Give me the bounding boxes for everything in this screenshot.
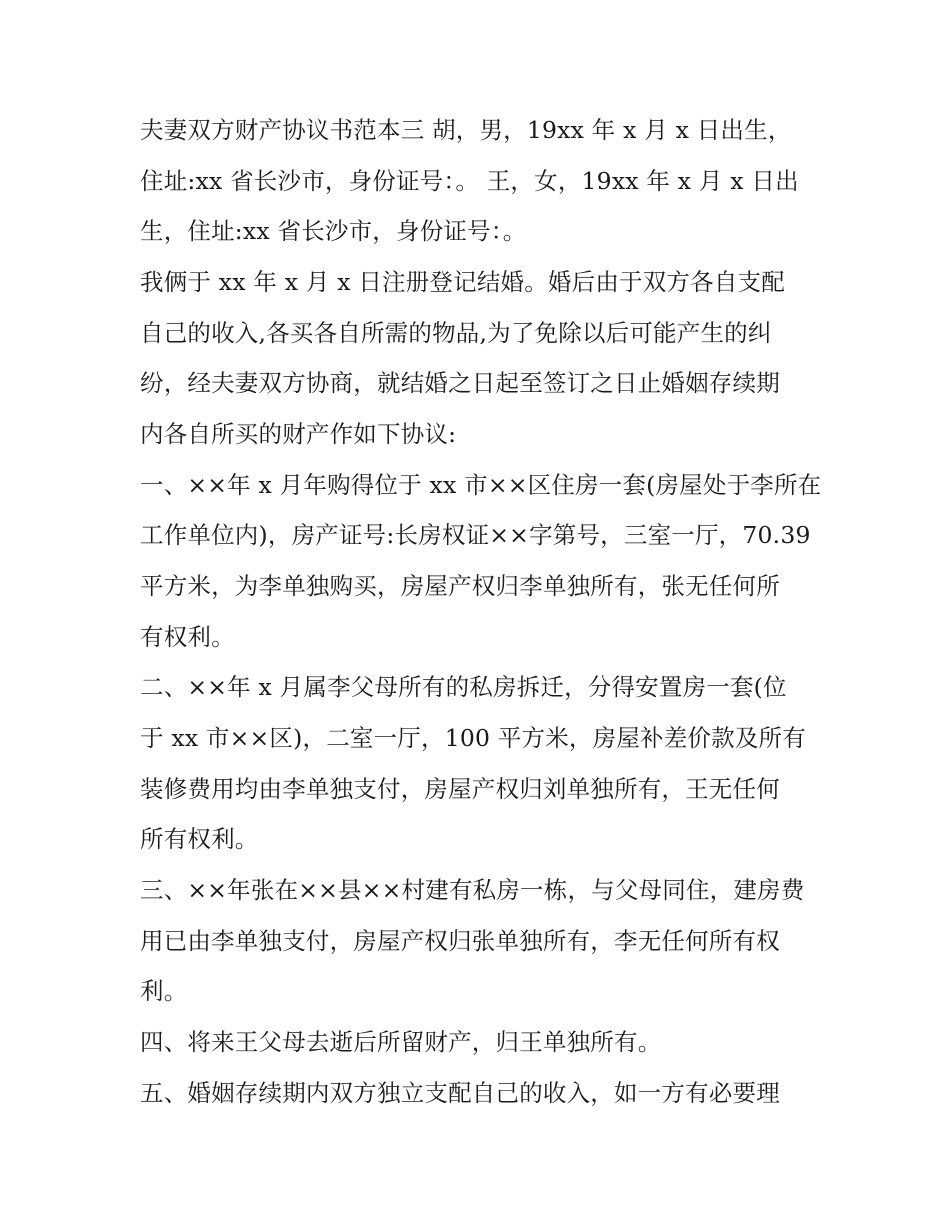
text-line-9: 工作单位内)，房产证号:长房权证××字第号，三室一厅，70.39 bbox=[140, 521, 811, 549]
text-line-3: 生，住址:xx 省长沙市，身份证号：。 bbox=[140, 217, 527, 245]
text-line-6: 纷，经夫妻双方协商，就结婚之日起至签订之日止婚姻存续期 bbox=[140, 369, 780, 397]
text-line-17: 用已由李单独支付，房屋产权归张单独所有，李无任何所有权 bbox=[140, 927, 780, 955]
text-line-13: 于 xx 市××区)，二室一厅，100 平方米，房屋补差价款及所有 bbox=[140, 724, 806, 752]
text-line-19: 四、将来王父母去逝后所留财产，归王单独所有。 bbox=[140, 1028, 662, 1056]
text-line-16: 三、××年张在××县××村建有私房一栋，与父母同住，建房费 bbox=[140, 876, 805, 904]
text-line-7: 内各自所买的财产作如下协议: bbox=[140, 420, 457, 448]
text-line-11: 有权利。 bbox=[140, 623, 235, 651]
text-line-4: 我俩于 xx 年 x 月 x 日注册登记结婚。婚后由于双方各自支配 bbox=[140, 268, 785, 296]
text-line-2: 住址:xx 省长沙市，身份证号：。 王，女，19xx 年 x 月 x 日出 bbox=[140, 167, 799, 195]
text-line-12: 二、××年 x 月属李父母所有的私房拆迁，分得安置房一套(位 bbox=[140, 673, 787, 701]
text-line-18: 利。 bbox=[140, 977, 188, 1005]
text-line-10: 平方米，为李单独购买，房屋产权归李单独所有，张无任何所 bbox=[140, 572, 780, 600]
text-line-20: 五、婚姻存续期内双方独立支配自己的收入，如一方有必要理 bbox=[140, 1079, 780, 1107]
text-line-15: 所有权利。 bbox=[140, 825, 259, 853]
text-line-5: 自己的收入,各买各自所需的物品,为了免除以后可能产生的纠 bbox=[140, 319, 772, 347]
text-line-8: 一、××年 x 月年购得位于 xx 市××区住房一套(房屋处于李所在 bbox=[140, 471, 822, 499]
text-line-14: 装修费用均由李单独支付，房屋产权归刘单独所有，王无任何 bbox=[140, 775, 780, 803]
text-line-1: 夫妻双方财产协议书范本三 胡，男，19xx 年 x 月 x 日出生， bbox=[140, 116, 792, 144]
